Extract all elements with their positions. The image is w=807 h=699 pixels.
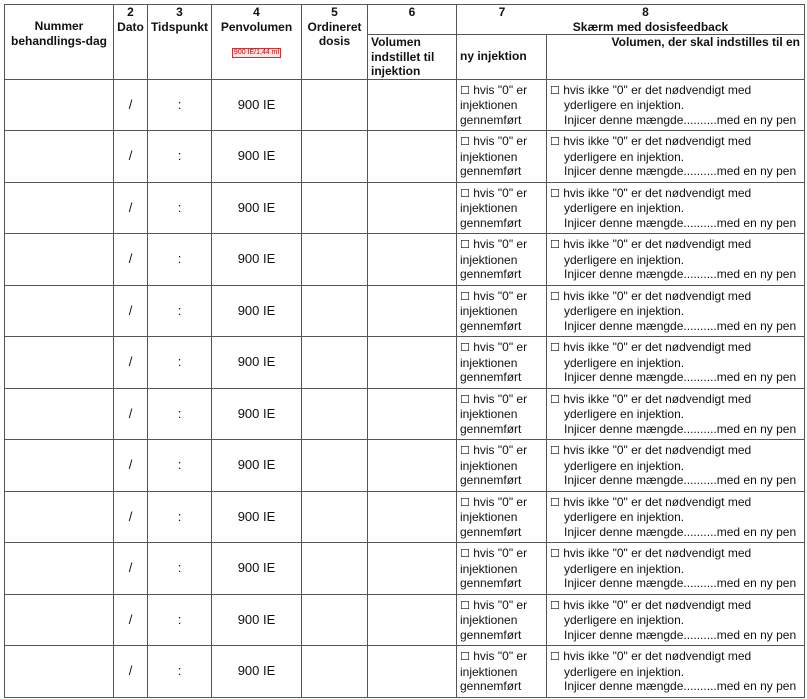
pen-volume-value: 900 IE: [237, 96, 276, 112]
zero-line2: injektionen: [460, 355, 518, 370]
not-zero-line2: yderligere en injektion.: [564, 510, 685, 524]
zero-line1: hvis "0" er: [473, 237, 528, 251]
time-separator: :: [177, 611, 182, 627]
not-zero-line1: hvis ikke "0" er det nødvendigt med: [563, 649, 752, 663]
not-zero-line1: hvis ikke "0" er det nødvendigt med: [563, 443, 752, 457]
checkbox-zero[interactable]: ☐: [460, 650, 470, 663]
zero-line2: injektionen: [460, 458, 518, 473]
cell-time[interactable]: [148, 646, 212, 698]
pen-volume-value: 900 IE: [237, 560, 276, 575]
zero-line1: hvis "0" er: [473, 391, 528, 406]
not-zero-line1: hvis ikke "0" er det nødvendigt med: [563, 185, 752, 200]
date-separator: /: [128, 457, 133, 472]
cell-additional-injection: [547, 491, 805, 543]
checkbox-not-zero[interactable]: ☐: [550, 547, 560, 560]
not-zero-line1: hvis ikke "0" er det nødvendigt med: [563, 494, 752, 509]
cell-time[interactable]: [148, 285, 212, 337]
header-prescribed-dose: [302, 5, 368, 80]
cell-date[interactable]: [114, 182, 148, 234]
header-volume-to-set-label: Volumen, der skal indstilles til en: [611, 35, 800, 49]
cell-time[interactable]: [148, 131, 212, 183]
checkbox-zero[interactable]: ☐: [460, 495, 470, 509]
table-row: [5, 234, 805, 286]
cell-pen-volume: [212, 491, 302, 543]
cell-prescribed-dose[interactable]: [302, 646, 368, 698]
table-row: [5, 131, 805, 183]
header-volume-set: [368, 35, 457, 80]
header-col8-num: 8: [642, 5, 649, 19]
not-zero-line2: yderligere en injektion.: [564, 149, 685, 164]
cell-pen-volume: [212, 131, 302, 183]
not-zero-line1: hvis ikke "0" er det nødvendigt med: [563, 340, 752, 354]
cell-treatment-day[interactable]: [5, 337, 114, 389]
pen-volume-value: 900 IE: [237, 354, 276, 369]
not-zero-line1: hvis ikke "0" er det nødvendigt med: [563, 546, 752, 560]
time-separator: :: [177, 405, 182, 421]
zero-line1: hvis "0" er: [473, 340, 528, 354]
cell-volume-set[interactable]: [368, 440, 457, 492]
not-zero-line3: Injicer denne mængde..........med en ny pen: [564, 215, 797, 230]
header-volume-to-set: [547, 35, 805, 80]
cell-prescribed-dose[interactable]: [302, 543, 368, 595]
zero-line3: gennemført: [460, 267, 522, 281]
zero-line3: gennemført: [460, 421, 522, 436]
not-zero-line3: Injicer denne mængde..........med en ny pen: [564, 524, 797, 539]
not-zero-line1: hvis ikke "0" er det nødvendigt med: [563, 597, 752, 612]
header-col7-num: 7: [498, 5, 506, 19]
cell-date[interactable]: [114, 388, 148, 440]
date-separator: /: [128, 148, 133, 163]
not-zero-line3: Injicer denne mængde..........med en ny pen: [564, 421, 797, 436]
time-separator: :: [177, 302, 182, 318]
cell-pen-volume: [212, 646, 302, 698]
not-zero-line3: Injicer denne mængde..........med en ny pen: [564, 112, 797, 127]
cell-volume-set[interactable]: [368, 285, 457, 337]
cell-additional-injection: [547, 182, 805, 234]
zero-line2: injektionen: [460, 510, 518, 524]
checkbox-zero[interactable]: ☐: [460, 83, 470, 97]
table-row: [5, 388, 805, 440]
cell-date[interactable]: [114, 543, 148, 595]
checkbox-not-zero[interactable]: ☐: [550, 650, 560, 663]
not-zero-line2: yderligere en injektion.: [564, 407, 685, 421]
zero-line1: hvis "0" er: [473, 494, 528, 509]
pen-volume-value: 900 IE: [237, 148, 276, 163]
header-pen-volume: [212, 5, 302, 80]
date-separator: /: [128, 560, 133, 575]
not-zero-line2: yderligere en injektion.: [564, 201, 685, 215]
cell-pen-volume: [212, 285, 302, 337]
header-treatment-day-label: Nummer behandlings-dag: [11, 19, 107, 48]
zero-line3: gennemført: [460, 112, 522, 127]
zero-line1: hvis "0" er: [473, 443, 528, 457]
cell-treatment-day[interactable]: [5, 594, 114, 646]
table-row: [5, 79, 805, 131]
time-separator: :: [177, 148, 182, 163]
time-separator: :: [177, 457, 182, 472]
checkbox-not-zero[interactable]: ☐: [550, 598, 560, 612]
header-new-injection-label: ny injektion: [460, 49, 527, 63]
cell-volume-set[interactable]: [368, 543, 457, 595]
cell-zero-injection-done: [457, 440, 547, 492]
header-dose-feedback-label: Skærm med dosisfeedback: [572, 19, 729, 34]
cell-date[interactable]: [114, 337, 148, 389]
zero-line2: injektionen: [460, 613, 518, 627]
cell-date[interactable]: [114, 594, 148, 646]
zero-line1: hvis "0" er: [473, 185, 528, 200]
cell-volume-set[interactable]: [368, 594, 457, 646]
date-separator: /: [128, 508, 133, 524]
cell-volume-set[interactable]: [368, 182, 457, 234]
cell-pen-volume: [212, 388, 302, 440]
header-time: [148, 5, 212, 80]
not-zero-line3: Injicer denne mængde..........med en ny pen: [564, 267, 797, 281]
time-separator: :: [177, 96, 182, 112]
cell-zero-injection-done: [457, 234, 547, 286]
cell-pen-volume: [212, 234, 302, 286]
table-row: [5, 543, 805, 595]
cell-prescribed-dose[interactable]: [302, 594, 368, 646]
date-separator: /: [128, 96, 133, 112]
not-zero-line3: Injicer denne mængde..........med en ny pen: [564, 370, 797, 384]
cell-zero-injection-done: [457, 594, 547, 646]
checkbox-not-zero[interactable]: ☐: [550, 135, 560, 148]
zero-line1: hvis "0" er: [473, 134, 528, 148]
header-time-num: 3: [176, 5, 183, 19]
checkbox-not-zero[interactable]: ☐: [550, 341, 560, 354]
not-zero-line2: yderligere en injektion.: [564, 98, 685, 112]
cell-treatment-day[interactable]: [5, 491, 114, 543]
cell-treatment-day[interactable]: [5, 131, 114, 183]
cell-treatment-day[interactable]: [5, 285, 114, 337]
zero-line2: injektionen: [460, 252, 518, 267]
checkbox-not-zero[interactable]: ☐: [550, 186, 560, 200]
zero-line1: hvis "0" er: [473, 288, 528, 303]
zero-line2: injektionen: [460, 561, 518, 576]
pen-volume-value: 900 IE: [237, 457, 276, 472]
header-prescribed-dose-label: Ordineret dosis: [307, 19, 362, 48]
date-separator: /: [128, 251, 133, 266]
time-separator: :: [177, 199, 182, 215]
zero-line3: gennemført: [460, 164, 522, 178]
not-zero-line3: Injicer denne mængde..........med en ny pen: [564, 318, 797, 333]
cell-additional-injection: [547, 646, 805, 698]
cell-time[interactable]: [148, 79, 212, 131]
cell-pen-volume: [212, 79, 302, 131]
checkbox-not-zero[interactable]: ☐: [550, 238, 560, 251]
cell-volume-set[interactable]: [368, 79, 457, 131]
cell-additional-injection: [547, 337, 805, 389]
not-zero-line2: yderligere en injektion.: [564, 664, 685, 679]
checkbox-zero[interactable]: ☐: [460, 598, 470, 612]
zero-line3: gennemført: [460, 215, 522, 230]
zero-line3: gennemført: [460, 679, 522, 693]
zero-line3: gennemført: [460, 370, 522, 384]
time-separator: :: [177, 508, 182, 524]
date-separator: /: [128, 405, 133, 421]
date-separator: /: [128, 663, 133, 678]
table-row: [5, 594, 805, 646]
cell-volume-set[interactable]: [368, 234, 457, 286]
date-separator: /: [128, 354, 133, 369]
cell-pen-volume: [212, 594, 302, 646]
cell-prescribed-dose[interactable]: [302, 182, 368, 234]
not-zero-line2: yderligere en injektion.: [564, 355, 685, 370]
checkbox-zero[interactable]: ☐: [460, 135, 470, 148]
date-separator: /: [128, 611, 133, 627]
zero-line1: hvis "0" er: [473, 649, 528, 663]
cell-pen-volume: [212, 182, 302, 234]
cell-zero-injection-done: [457, 388, 547, 440]
cell-pen-volume: [212, 440, 302, 492]
header-prescribed-dose-num: 5: [331, 5, 338, 19]
cell-additional-injection: [547, 388, 805, 440]
not-zero-line1: hvis ikke "0" er det nødvendigt med: [563, 237, 752, 251]
cell-date[interactable]: [114, 491, 148, 543]
cell-zero-injection-done: [457, 337, 547, 389]
zero-line2: injektionen: [460, 98, 518, 112]
cell-treatment-day[interactable]: [5, 440, 114, 492]
not-zero-line3: Injicer denne mængde..........med en ny pen: [564, 164, 797, 178]
cell-date[interactable]: [114, 131, 148, 183]
cell-additional-injection: [547, 234, 805, 286]
header-col6-num: [368, 5, 457, 35]
pen-volume-value: 900 IE: [237, 251, 276, 266]
checkbox-not-zero[interactable]: ☐: [550, 392, 560, 406]
cell-prescribed-dose[interactable]: [302, 234, 368, 286]
cell-time[interactable]: [148, 234, 212, 286]
cell-additional-injection: [547, 285, 805, 337]
cell-zero-injection-done: [457, 491, 547, 543]
cell-time[interactable]: [148, 388, 212, 440]
cell-treatment-day[interactable]: [5, 646, 114, 698]
cell-volume-set[interactable]: [368, 131, 457, 183]
zero-line2: injektionen: [460, 201, 518, 215]
header-pen-volume-label: Penvolumen: [220, 19, 293, 34]
cell-time[interactable]: [148, 337, 212, 389]
checkbox-not-zero[interactable]: ☐: [550, 495, 560, 509]
table-row: [5, 491, 805, 543]
table-row: [5, 440, 805, 492]
zero-line2: injektionen: [460, 407, 518, 421]
cell-additional-injection: [547, 594, 805, 646]
checkbox-zero[interactable]: ☐: [460, 186, 470, 200]
cell-date[interactable]: [114, 285, 148, 337]
cell-additional-injection: [547, 543, 805, 595]
cell-pen-volume: [212, 543, 302, 595]
not-zero-line3: Injicer denne mængde..........med en ny pen: [564, 576, 797, 590]
zero-line3: gennemført: [460, 318, 522, 333]
cell-zero-injection-done: [457, 543, 547, 595]
checkbox-zero[interactable]: ☐: [460, 444, 470, 457]
table-row: [5, 646, 805, 698]
not-zero-line1: hvis ikke "0" er det nødvendigt med: [563, 288, 752, 303]
zero-line2: injektionen: [460, 664, 518, 679]
cell-prescribed-dose[interactable]: [302, 285, 368, 337]
header-date-label: Dato: [117, 19, 144, 34]
cell-date[interactable]: [114, 79, 148, 131]
not-zero-line2: yderligere en injektion.: [564, 252, 685, 267]
cell-time[interactable]: [148, 491, 212, 543]
not-zero-line3: Injicer denne mængde..........med en ny pen: [564, 627, 797, 642]
cell-prescribed-dose[interactable]: [302, 79, 368, 131]
pen-volume-badge: 900 IE/1,44 ml: [233, 49, 280, 56]
cell-time[interactable]: [148, 594, 212, 646]
checkbox-zero[interactable]: ☐: [460, 341, 470, 354]
time-separator: :: [177, 354, 182, 369]
header-time-label: Tidspunkt: [150, 19, 209, 34]
checkbox-zero[interactable]: ☐: [460, 547, 470, 560]
header-dose-feedback: [457, 5, 805, 35]
cell-zero-injection-done: [457, 646, 547, 698]
cell-prescribed-dose[interactable]: [302, 491, 368, 543]
header-volume-set-label: Volumen indstillet til injektion: [371, 35, 435, 78]
cell-zero-injection-done: [457, 79, 547, 131]
zero-line3: gennemført: [460, 473, 522, 487]
zero-line3: gennemført: [460, 524, 522, 539]
table-row: [5, 182, 805, 234]
checkbox-not-zero[interactable]: ☐: [550, 83, 560, 97]
cell-zero-injection-done: [457, 131, 547, 183]
cell-treatment-day[interactable]: [5, 234, 114, 286]
not-zero-line1: hvis ikke "0" er det nødvendigt med: [563, 82, 752, 97]
treatment-log-table: [4, 4, 805, 698]
not-zero-line3: Injicer denne mængde..........med en ny pen: [564, 473, 797, 487]
cell-treatment-day[interactable]: [5, 388, 114, 440]
cell-treatment-day[interactable]: [5, 543, 114, 595]
checkbox-zero[interactable]: ☐: [460, 289, 470, 303]
pen-volume-value: 900 IE: [237, 199, 276, 215]
not-zero-line3: Injicer denne mængde..........med en ny pen: [564, 679, 797, 693]
not-zero-line1: hvis ikke "0" er det nødvendigt med: [563, 391, 752, 406]
header-date-num: 2: [127, 5, 134, 19]
time-separator: :: [177, 251, 182, 266]
cell-pen-volume: [212, 337, 302, 389]
cell-volume-set[interactable]: [368, 337, 457, 389]
cell-zero-injection-done: [457, 285, 547, 337]
date-separator: /: [128, 302, 133, 318]
checkbox-zero[interactable]: ☐: [460, 238, 470, 251]
zero-line1: hvis "0" er: [473, 546, 528, 560]
zero-line3: gennemført: [460, 627, 522, 642]
not-zero-line1: hvis ikke "0" er det nødvendigt med: [563, 134, 752, 148]
cell-additional-injection: [547, 79, 805, 131]
header-treatment-day: [5, 5, 114, 80]
pen-volume-value: 900 IE: [237, 508, 276, 524]
zero-line2: injektionen: [460, 149, 518, 164]
cell-volume-set[interactable]: [368, 491, 457, 543]
cell-prescribed-dose[interactable]: [302, 440, 368, 492]
cell-zero-injection-done: [457, 182, 547, 234]
header-date: [114, 5, 148, 80]
cell-additional-injection: [547, 131, 805, 183]
table-row: [5, 285, 805, 337]
zero-line3: gennemført: [460, 576, 522, 590]
cell-prescribed-dose[interactable]: [302, 337, 368, 389]
checkbox-not-zero[interactable]: ☐: [550, 289, 560, 303]
zero-line2: injektionen: [460, 304, 518, 318]
not-zero-line2: yderligere en injektion.: [564, 458, 685, 473]
cell-time[interactable]: [148, 182, 212, 234]
cell-date[interactable]: [114, 646, 148, 698]
pen-volume-value: 900 IE: [237, 405, 276, 421]
cell-time[interactable]: [148, 543, 212, 595]
not-zero-line2: yderligere en injektion.: [564, 304, 685, 318]
cell-volume-set[interactable]: [368, 646, 457, 698]
not-zero-line2: yderligere en injektion.: [564, 561, 685, 576]
cell-prescribed-dose[interactable]: [302, 131, 368, 183]
header-col6-num-text: 6: [408, 5, 416, 19]
pen-volume-value: 900 IE: [237, 302, 276, 318]
header-new-injection: [457, 35, 547, 80]
checkbox-not-zero[interactable]: ☐: [550, 444, 560, 457]
cell-volume-set[interactable]: [368, 388, 457, 440]
table-row: [5, 337, 805, 389]
cell-treatment-day[interactable]: [5, 79, 114, 131]
pen-volume-value: 900 IE: [237, 663, 276, 678]
cell-prescribed-dose[interactable]: [302, 388, 368, 440]
zero-line1: hvis "0" er: [473, 597, 528, 612]
not-zero-line2: yderligere en injektion.: [564, 613, 685, 627]
cell-time[interactable]: [148, 440, 212, 492]
cell-treatment-day[interactable]: [5, 182, 114, 234]
date-separator: /: [128, 199, 133, 215]
cell-date[interactable]: [114, 440, 148, 492]
time-separator: :: [177, 663, 182, 678]
cell-date[interactable]: [114, 234, 148, 286]
time-separator: :: [177, 560, 182, 575]
header-pen-volume-num: 4: [253, 5, 260, 19]
cell-additional-injection: [547, 440, 805, 492]
zero-line1: hvis "0" er: [473, 82, 528, 97]
pen-volume-value: 900 IE: [237, 611, 276, 627]
checkbox-zero[interactable]: ☐: [460, 392, 470, 406]
